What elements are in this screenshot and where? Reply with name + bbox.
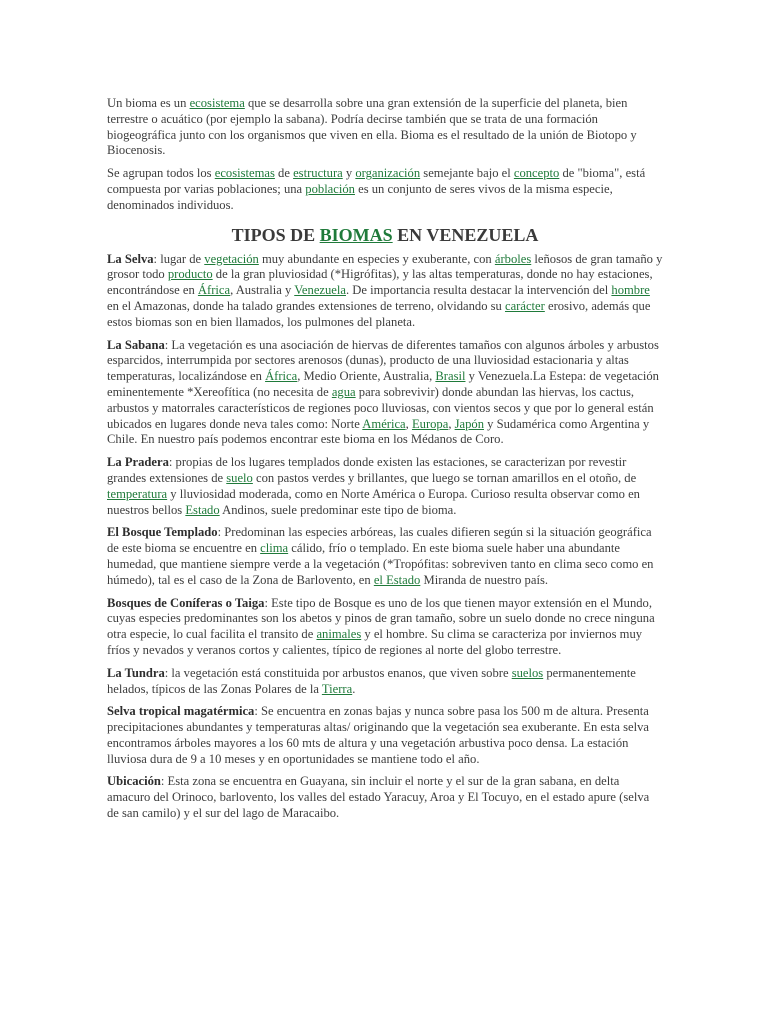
paragraph-text: , Australia y: [230, 283, 295, 298]
paragraph-text: ,: [448, 416, 455, 431]
paragraph-text: ,: [405, 416, 412, 431]
biome-paragraph-5: [107, 596, 663, 659]
paragraph-text: y Sudamérica como Argentina y Chile. En nuestro país podemos encontrar este bioma en los Médanos de Coro.: [107, 416, 650, 447]
paragraph-text: muy abundante en especies y exuberante, con: [258, 251, 495, 266]
link-organización[interactable]: organización: [355, 166, 421, 181]
section-heading: [107, 224, 663, 246]
intro-paragraph-1: [107, 96, 663, 159]
biome-paragraph-7: [107, 704, 663, 767]
paragraph-text: .: [352, 681, 356, 696]
paragraph-text: para sobrevivir) donde abundan las hiervas, los cactus, arbustos y matorrales característicos de regiones poco lluviosas, con vientos secos y que por lo general están ubicados en lugares donde neva tales como: Norte: [107, 384, 654, 431]
biome-paragraph-2: [107, 338, 663, 449]
paragraph-text: de "bioma", está compuesta por varias poblaciones; una: [107, 166, 646, 196]
biome-sections: [107, 252, 663, 822]
link-estructura[interactable]: estructura: [293, 166, 343, 181]
intro-block: [107, 96, 663, 214]
link-hombre[interactable]: hombre: [611, 283, 650, 298]
link-concepto[interactable]: concepto: [513, 166, 560, 181]
link-suelos[interactable]: suelos: [511, 665, 544, 680]
link-tierra[interactable]: Tierra: [321, 681, 353, 696]
paragraph-text: : la vegetación está constituida por arbustos enanos, que viven sobre: [164, 665, 512, 680]
biome-title: El Bosque Templado: [107, 525, 218, 540]
link-árboles[interactable]: árboles: [494, 251, 532, 266]
paragraph-text: de: [274, 166, 294, 181]
paragraph-text: en el Amazonas, donde ha talado grandes extensiones de terreno, olvidando su: [107, 298, 505, 313]
biome-title: La Pradera: [107, 455, 169, 470]
link-población[interactable]: población: [305, 181, 355, 196]
document-body: [107, 96, 663, 829]
link-venezuela[interactable]: Venezuela: [294, 283, 346, 298]
link-carácter[interactable]: carácter: [504, 298, 545, 313]
paragraph-text: : La vegetación es una asociación de hiervas de diferentes tamaños con algunos árboles y arbustos esparcidos, interrumpida por sectores arenosos (dunas), producto de una lluviosidad estacionaria y altas temperaturas, localizándose en: [107, 337, 659, 384]
link-europa[interactable]: Europa: [411, 416, 449, 431]
paragraph-text: y lluviosidad moderada, como en Norte América o Europa. Curioso resulta observar como en nuestros bellos: [107, 486, 640, 517]
biomas-link[interactable]: BIOMAS: [319, 224, 393, 245]
biome-title: La Sabana: [107, 337, 165, 352]
heading-prefix: TIPOS DE: [231, 224, 320, 245]
paragraph-text: , Medio Oriente, Australia,: [297, 369, 436, 384]
link-suelo[interactable]: suelo: [226, 470, 253, 485]
paragraph-text: Un bioma es un: [107, 96, 190, 110]
paragraph-text: : Esta zona se encuentra en Guayana, sin incluir el norte y el sur de la gran sabana, en delta amacuro del Orinoco, barlovento, los valles del estado Yaracuy, Aroa y El Tocuyo, en el estado apure (selva de san camilo) y el sur del lago de Maracaibo.: [107, 774, 650, 821]
link-japón[interactable]: Japón: [454, 416, 485, 431]
biome-title: Ubicación: [107, 774, 161, 789]
biome-paragraph-3: [107, 455, 663, 518]
link-temperatura[interactable]: temperatura: [107, 486, 168, 501]
paragraph-text: Andinos, suele predominar este tipo de bioma.: [219, 502, 457, 517]
paragraph-text: : Este tipo de Bosque es uno de los que tienen mayor extensión en el Mundo, cuyas especies predominantes son los abetos y pinos de gran tamaño, sobre un suelo donde no crece ninguna otra especie, lo cual facilita el transito de: [107, 595, 655, 642]
heading-suffix: EN VENEZUELA: [392, 224, 539, 245]
paragraph-text: leñosos de gran tamaño y grosor todo: [107, 251, 663, 282]
biome-title: La Tundra: [107, 665, 165, 680]
link-áfrica[interactable]: África: [197, 283, 231, 298]
link-clima[interactable]: clima: [260, 541, 289, 556]
paragraph-text: de la gran pluviosidad (*Higrófitas), y las altas temperaturas, donde no hay estaciones, encontrándose en: [107, 267, 653, 298]
link-agua[interactable]: agua: [331, 384, 356, 399]
link-producto[interactable]: producto: [167, 267, 213, 282]
link-el-estado[interactable]: el Estado: [373, 572, 421, 587]
paragraph-text: : Se encuentra en zonas bajas y nunca sobre pasa los 500 m de altura. Presenta precipitaciones abundantes y temperaturas altas/ originando que la vegetación sea exuberante. En esta selva encontramos árboles mayores a los 60 mts de altura y una vegetación arbustiva poco densa. La estación lluviosa dura de 9 a 10 meses y en oportunidades se mantiene todo el año.: [107, 704, 650, 766]
biome-title: Selva tropical magatérmica: [107, 704, 255, 719]
link-brasil[interactable]: Brasil: [435, 369, 466, 384]
link-américa[interactable]: América: [362, 416, 406, 431]
biome-paragraph-1: [107, 252, 663, 331]
biome-paragraph-8: [107, 774, 663, 821]
paragraph-text: y: [342, 166, 356, 181]
paragraph-text: erosivo, además que estos biomas son en bien llamados, los pulmones del planeta.: [107, 298, 651, 329]
paragraph-text: Miranda de nuestro país.: [420, 572, 548, 587]
biome-paragraph-6: [107, 666, 663, 698]
paragraph-text: que se desarrolla sobre una gran extensión de la superficie del planeta, bien terrestre o acuático (por ejemplo la sabana). Podría decirse también que se trata de una formación biogeográfica junto con los organismos que viven en ella. Bioma es el resultado de la unión de Biotopo y Biocenosis.: [107, 96, 637, 158]
link-áfrica[interactable]: África: [265, 369, 298, 384]
biome-title: La Selva: [107, 251, 154, 266]
paragraph-text: Se agrupan todos los: [107, 166, 215, 181]
paragraph-text: y el hombre. Su clima se caracteriza por inviernos muy fríos y nevados y veranos cortos y calientes, típico de regiones al norte del globo terrestre.: [107, 627, 643, 657]
paragraph-text: es un conjunto de seres vivos de la misma especie, denominados individuos.: [107, 181, 613, 212]
link-ecosistema[interactable]: ecosistema: [189, 96, 245, 110]
paragraph-text: semejante bajo el: [420, 166, 514, 181]
paragraph-text: . De importancia resulta destacar la intervención del: [345, 283, 612, 298]
paragraph-text: : lugar de: [153, 251, 205, 266]
paragraph-text: con pastos verdes y brillantes, que luego se tornan amarillos en el otoño, de: [252, 470, 637, 485]
paragraph-text: y Venezuela.La Estepa: de vegetación eminentemente *Xereofítica (no necesita de: [107, 369, 659, 399]
paragraph-text: : Predominan las especies arbóreas, las cuales difieren según si la situación geográfica de este bioma se encuentre en: [107, 525, 652, 556]
paragraph-text: : propias de los lugares templados donde existen las estaciones, se caracterizan por revestir grandes extensiones de: [107, 455, 627, 485]
link-animales[interactable]: animales: [316, 627, 362, 642]
link-estado[interactable]: Estado: [185, 502, 220, 517]
paragraph-text: cálido, frío o templado. En este bioma suele haber una abundante humedad, que mantiene siempre verde a la vegetación (*Tropófitas: sobreviven tanto en clima seco como en húmedo), tal es el caso de la Zona de Barlovento, en: [107, 541, 654, 587]
biome-title: Bosques de Coníferas o Taiga: [107, 595, 265, 610]
intro-paragraph-2: [107, 166, 663, 213]
paragraph-text: permanentemente helados, típicos de las Zonas Polares de la: [107, 665, 636, 696]
biome-paragraph-4: [107, 525, 663, 588]
link-ecosistemas[interactable]: ecosistemas: [214, 166, 275, 181]
link-vegetación[interactable]: vegetación: [204, 251, 259, 266]
